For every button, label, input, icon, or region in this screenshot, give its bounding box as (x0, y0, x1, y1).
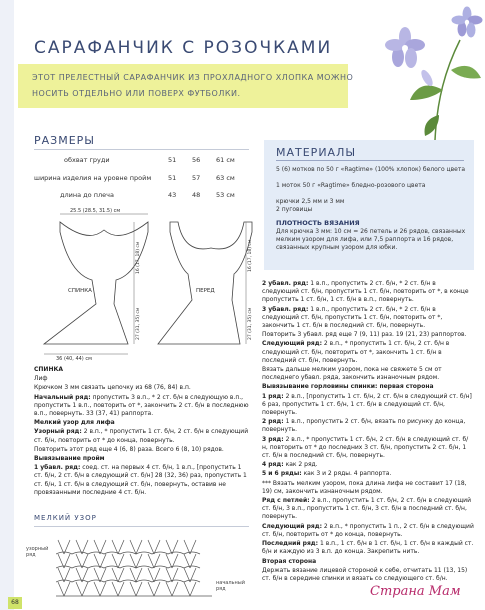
instruction-para (34, 455, 252, 463)
height-label-back-bottom: 27 (31, 35) см (136, 307, 141, 340)
materials-line: 5 (6) мотков по 50 г «Ragtime» (100% хлопок) белого цвета (276, 166, 466, 173)
size-value: 61 см (216, 156, 235, 164)
instruction-para (34, 464, 252, 497)
instruction-text: Повторить этот ряд еще 4 (6, 8) раза. Всего 6 (8, 10) рядов. (34, 445, 224, 453)
instruction-para (262, 340, 474, 365)
size-label: длина до плеча (60, 191, 114, 199)
instruction-para (262, 558, 474, 566)
instruction-para (262, 383, 474, 391)
instruction-text: 1 в.п., 1 ст. б/н в 1 ст. б/н, 1 ст. б/н в каждый ст. б/н и каждую из 3 в.п. до конца. Закрепить нить. (262, 540, 474, 556)
instruction-text: 1 в.п., пропустить 2 ст. б/н, * 2 ст. б/н в следующий ст. б/н, пропустить 1 ст. б/н, повторить от *, закончить 1 ст. б/н в последний ст. б/н, повернуть. (262, 305, 443, 330)
density-heading: ПЛОТНОСТЬ ВЯЗАНИЯ (276, 219, 360, 227)
materials-line: крючки 2,5 мм и 3 мм (276, 198, 345, 205)
height-label-front-top: 16 (17, 18) см (248, 239, 253, 272)
density-text: Для крючка 3 мм: 10 см = 26 петель и 26 рядов, связанных мелким узором для лифа, или 7,5 раппорта и 16 рядов, связанных крупным узором для юбки. (276, 228, 466, 251)
intro-text: ЭТОТ ПРЕЛЕСТНЫЙ САРАФАНЧИК ИЗ ПРОХЛАДНОГО ХЛОПКА МОЖНО НОСИТЬ ОТДЕЛЬНО ИЛИ ПОВЕРХ ФУТБОЛКИ. (32, 73, 354, 98)
instruction-text: Повторить 3 убавл. ряд еще 7 (9, 11) раз. 19 (21, 23) раппортов. (262, 331, 467, 339)
instruction-heading: 3 убавл. ряд: (262, 305, 309, 313)
site-watermark: Страна Мам (370, 584, 461, 599)
materials-heading: МАТЕРИАЛЫ (276, 146, 357, 159)
page-number: 68 (8, 597, 22, 609)
instruction-para (262, 280, 474, 305)
instructions-left (34, 366, 252, 498)
instruction-para (262, 523, 474, 539)
size-value: 51 (168, 156, 177, 164)
pattern-heading: МЕЛКИЙ УЗОР (34, 514, 97, 522)
instruction-text: 1 в.п., пропустить 2 ст. б/н, вязать по рисунку до конца, повернуть. (262, 418, 466, 434)
instruction-heading: Следующий ряд: (262, 340, 322, 348)
instruction-text: как 2 ряд. (285, 461, 318, 469)
instruction-text: Вязать дальше мелким узором, пока не свяжете 5 см от последнего убавл. ряда, закончить изнаночным рядом. (262, 366, 442, 382)
sizes-heading: РАЗМЕРЫ (34, 134, 95, 147)
instruction-para (262, 418, 474, 434)
height-label-front-bottom: 27 (31, 35) см (248, 307, 253, 340)
periwinkle-flower-illustration (365, 0, 485, 140)
height-label-back-top: 16 (17, 18) см (136, 241, 141, 274)
size-label: ширина изделия на уровне пройм (34, 174, 152, 182)
instruction-heading: 1 ряд: (262, 392, 284, 400)
instruction-heading: 5 и 6 ряды: (262, 470, 302, 478)
instruction-para (262, 470, 474, 478)
back-label: СПИНКА (68, 288, 92, 294)
instruction-text: соед. ст. на первых 4 ст. б/н, 1 в.п., [пропустить 1 ст. б/н, 2 ст. б/н в следующий ст. б/н] 28 (32, 36) раз, пропустить 1 ст. б/н, 1 ст. б/н в следующий ст. б/н, повернуть, оставив не провязанными последние 4 ст. б/н. (34, 464, 247, 496)
materials-line: 2 пуговицы (276, 206, 313, 213)
instruction-heading: Вывязывание пройм (34, 455, 105, 463)
instruction-text: 2 в.п., * пропустить 1 ст. б/н, 2 ст. б/н в следующий ст. б/н, повторить от * до последних 3 ст. б/н, пропустить 2 ст. б/н, 1 ст. б/н в последний ст. б/н, повернуть. (262, 435, 469, 460)
instruction-para (262, 480, 474, 496)
instruction-para (34, 428, 252, 444)
instruction-text: 1 в.п., пропустить 2 ст. б/н, * 2 ст. б/н в следующий ст. б/н, пропустить 1 ст. б/н, повторить от *, в конце пропустить 1 ст. б/н, 1 ст. б/н в в.п., повернуть. (262, 280, 469, 304)
instruction-para (34, 419, 252, 427)
instruction-para (262, 331, 474, 339)
instruction-text: Держать вязание лицевой стороной к себе, отчитать 11 (13, 15) ст. б/н в середине спинки и вязать со следующего ст. б/н. (262, 566, 468, 582)
instructions-right (262, 280, 474, 584)
instruction-para (262, 540, 474, 556)
size-label: обхват груди (64, 156, 110, 164)
pattern-start-label: начальный ряд (216, 580, 245, 592)
instruction-para (34, 375, 252, 383)
size-value: 48 (192, 191, 201, 199)
size-value: 53 см (216, 191, 235, 199)
instruction-text: Лиф (34, 375, 48, 383)
instruction-para (262, 436, 474, 461)
instruction-heading: 2 ряд: (262, 418, 284, 426)
instruction-text: *** Вязать мелким узором, пока длина лифа не составит 17 (18, 19) см, закончить изнаночным рядом. (262, 479, 467, 495)
instruction-text: пропустить 3 в.п., * 2 ст. б/н в следующую в.п., пропустить 1 в.п., повторить от *, закончить 2 ст. б/н в последнюю в.п., повернуть. 33 (37, 41) раппорта. (34, 393, 249, 418)
instruction-para (262, 393, 474, 418)
left-margin-strip (0, 0, 14, 610)
instruction-heading: Ряд с петлей: (262, 497, 310, 505)
page-title: САРАФАНЧИК С РОЗОЧКАМИ (34, 38, 333, 58)
size-value: 51 (168, 174, 177, 182)
instruction-para (262, 461, 474, 469)
size-value: 43 (168, 191, 177, 199)
instruction-heading: 3 ряд: (262, 435, 284, 443)
size-value: 57 (192, 174, 201, 182)
instruction-text: Крючком 3 мм связать цепочку из 68 (76, 84) в.п. (34, 384, 191, 392)
instruction-heading: СПИНКА (34, 366, 64, 373)
instruction-heading: 1 убавл. ряд: (34, 464, 81, 472)
front-label: ПЕРЕД (196, 288, 215, 294)
size-value: 63 см (216, 174, 235, 182)
instruction-para (262, 366, 474, 382)
top-width-label: 25.5 (28.5, 31.5) см (70, 208, 121, 214)
garment-schematic (20, 204, 260, 368)
instruction-para (262, 306, 474, 331)
size-value: 56 (192, 156, 201, 164)
bottom-width-label: 36 (40, 44) см (56, 356, 92, 362)
instruction-heading: Узорный ряд: (34, 428, 82, 436)
materials-rule (276, 160, 464, 161)
instruction-heading: Мелкий узор для лифа (34, 419, 115, 427)
front-outline (158, 222, 252, 344)
materials-line: 1 моток 50 г «Ragtime» бледно-розового цвета (276, 182, 426, 189)
instruction-para (34, 366, 252, 374)
pattern-row-label: узорный ряд (26, 546, 49, 558)
instruction-para (34, 446, 252, 454)
instruction-heading: Вывязывание горловины спинки: первая сторона (262, 383, 434, 391)
pattern-rule (34, 526, 249, 527)
instruction-heading: Последний ряд: (262, 540, 319, 548)
sizes-rule (34, 149, 249, 150)
instruction-text: 2 в.п., * пропустить 1 п., 2 ст. б/н в следующий ст. б/н, повторить от * до конца, повернуть. (262, 522, 474, 538)
instruction-text: 2 в.п., * пропустить 1 ст. б/н, 2 ст. б/н в следующий ст. б/н, повторить от *, закончить 1 ст. б/н в последний ст. б/н, повернуть. (262, 340, 450, 364)
instruction-para (34, 394, 252, 419)
instruction-heading: 4 ряд: (262, 461, 284, 469)
instruction-text: 2 в.п., * пропустить 1 ст. б/н, 2 ст. б/н в следующий ст. б/н, повторить от * до конца, повернуть. (34, 428, 249, 444)
instruction-text: 2 в.п., пропустить 1 ст. б/н, 2 ст. б/н в следующий ст. б/н, 3 в.п., пропустить 1 ст. б/н, 3 ст. б/н в последний ст. б/н, повернуть. (262, 497, 471, 521)
instruction-para (34, 384, 252, 392)
instruction-heading: 2 убавл. ряд: (262, 280, 309, 287)
back-outline (44, 222, 148, 344)
instruction-text: 2 в.п., [пропустить 1 ст. б/н, 2 ст. б/н в следующий ст. б/н] 6 раз, пропустить 1 ст. б/н, 1 ст. б/н в следующий ст. б/н, повернуть. (262, 392, 472, 417)
instruction-heading: Следующий ряд: (262, 522, 322, 530)
instruction-heading: Начальный ряд: (34, 393, 91, 401)
instruction-para (262, 567, 474, 583)
instruction-para (262, 497, 474, 522)
instruction-heading: Вторая сторона (262, 557, 317, 565)
stitch-chart (56, 532, 212, 600)
instruction-text: как 3 и 2 ряды. 4 раппорта. (303, 470, 392, 478)
